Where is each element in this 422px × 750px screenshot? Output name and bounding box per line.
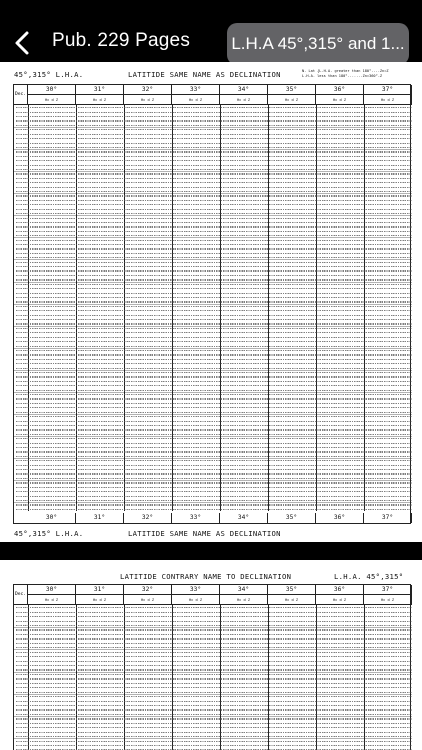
row-group-divider [14,127,412,128]
table-row [16,705,412,706]
table-row [16,222,412,223]
table-row [16,231,412,232]
hc-d-z-subheader: Hc d Z [124,595,172,605]
latitude-label: 32° [124,585,172,595]
table-row [16,745,412,746]
table-row [16,178,412,179]
hc-d-z-subheader: Hc d Z [76,595,124,605]
row-group-divider [14,627,412,628]
hc-d-z-subheader: Hc d Z [172,95,220,105]
table-row [16,107,412,108]
table-row [16,284,412,285]
table-row [16,723,412,724]
row-group-divider [14,259,412,260]
table-row [16,451,412,452]
table-row [16,621,412,622]
hc-d-z-subheader: Hc d Z [220,95,268,105]
table-row [16,385,412,386]
declination-header: Dec. [14,585,28,605]
table-row [16,643,412,644]
footer-lha-label: 45°,315° L.H.A. [14,529,84,538]
table-row [16,381,412,382]
table-body-contrary [14,605,412,750]
latitude-label: 32° [124,85,172,95]
latitude-label: 30° [28,585,76,595]
table-row [16,173,412,174]
table-row [16,319,412,320]
row-group-divider [14,458,412,459]
table-row [16,692,412,693]
latitude-footer-label: 32° [124,513,172,523]
table-row [16,478,412,479]
lha-header: 45°,315° L.H.A. [14,70,84,79]
table-row [16,270,412,271]
latitude-label: 33° [172,85,220,95]
table-row [16,736,412,737]
table-row [16,696,412,697]
latitude-label: 30° [28,85,76,95]
row-group-divider [14,502,412,503]
latitude-label: 37° [364,85,412,95]
table-row [16,191,412,192]
table-row [16,306,412,307]
table-row [16,709,412,710]
table-row [16,447,412,448]
table-row [16,425,412,426]
table-row [16,372,412,373]
hc-d-z-subheader: Hc d Z [124,95,172,105]
page-title-contrary: LATITIDE CONTRARY NAME TO DECLINATION [120,572,292,581]
latitude-footer-label: 35° [268,513,316,523]
table-row [16,218,412,219]
latitude-footer-label: 31° [76,513,124,523]
latitude-footer-label: 37° [364,513,412,523]
sight-reduction-table [13,84,411,524]
column-divider [316,105,317,511]
lha-header-contrary: L.H.A. 45°,315° [334,572,404,581]
table-row [16,323,412,324]
table-row [16,647,412,648]
latitude-label: 31° [76,85,124,95]
latitude-column-header [28,585,76,605]
table-row [16,328,412,329]
latitude-label: 35° [268,85,316,95]
table-row [16,235,412,236]
row-group-divider [14,672,412,673]
table-row [16,156,412,157]
table-row [16,315,412,316]
table-row [16,607,412,608]
table-body [14,105,412,511]
latitude-column-header [28,85,76,105]
latitude-column-header [268,585,316,605]
nav-title: Pub. 229 Pages [52,30,191,51]
latitude-label: 35° [268,585,316,595]
table-row [16,350,412,351]
row-group-divider [14,149,412,150]
table-row [16,394,412,395]
table-row [16,669,412,670]
hc-d-z-subheader: Hc d Z [316,595,364,605]
row-group-divider [14,716,412,717]
latitude-column-header [76,85,124,105]
table-row [16,456,412,457]
table-row [16,346,412,347]
page-title: LATITIDE SAME NAME AS DECLINATION [128,70,281,79]
table-row [16,460,412,461]
table-row [16,661,412,662]
table-row [16,359,412,360]
hc-d-z-subheader: Hc d Z [172,595,220,605]
table-row [16,665,412,666]
table-row [16,500,412,501]
hc-d-z-subheader: Hc d Z [268,595,316,605]
hc-d-z-subheader: Hc d Z [316,95,364,105]
table-row [16,275,412,276]
hc-d-z-subheader: Hc d Z [364,95,412,105]
footer-spacer [14,513,28,523]
sight-reduction-table-contrary [13,584,411,750]
table-row [16,718,412,719]
table-row [16,398,412,399]
table-row [16,279,412,280]
latitude-label: 33° [172,585,220,595]
row-group-divider [14,282,412,283]
hc-d-z-subheader: Hc d Z [76,95,124,105]
row-group-divider [14,414,412,415]
table-row [16,310,412,311]
table-row [16,125,412,126]
latitude-label: 36° [316,85,364,95]
latitude-column-header [172,585,220,605]
table-row [16,429,412,430]
table-row [16,363,412,364]
row-group-divider [14,348,412,349]
row-group-divider [14,171,412,172]
table-row [16,674,412,675]
table-row [16,407,412,408]
table-row [16,638,412,639]
column-divider [364,105,365,511]
table-row [16,376,412,377]
table-page-contrary-name[interactable] [0,560,422,750]
latitude-label: 31° [76,585,124,595]
table-row [16,701,412,702]
hc-d-z-subheader: Hc d Z [364,595,412,605]
row-group-divider [14,694,412,695]
table-row [16,288,412,289]
zn-rule-line1: N. Lat {L.H.A. greater than 180°....Zn=Z [302,69,389,73]
latitude-column-header [124,85,172,105]
table-row [16,337,412,338]
latitude-label: 34° [220,585,268,595]
table-row [16,727,412,728]
table-row [16,248,412,249]
table-row [16,412,412,413]
column-divider [172,105,173,511]
table-row [16,204,412,205]
latitude-footer-label: 36° [316,513,364,523]
row-group-divider [14,304,412,305]
column-divider [28,105,29,511]
table-row [16,473,412,474]
table-row [16,262,412,263]
table-row [16,116,412,117]
table-row [16,434,412,435]
table-row [16,341,412,342]
table-row [16,147,412,148]
table-row [16,253,412,254]
table-row [16,182,412,183]
table-row [16,390,412,391]
table-row [16,438,412,439]
table-row [16,612,412,613]
row-group-divider [14,738,412,739]
table-row [16,134,412,135]
table-row [16,634,412,635]
latitude-column-header [220,85,268,105]
column-footer-row [14,513,412,523]
latitude-column-header [172,85,220,105]
latitude-label: 34° [220,85,268,95]
zn-rule-line2: L.H.A. less than 180°.......Zn=360°-Z [302,74,383,78]
table-row [16,421,412,422]
table-row [16,714,412,715]
latitude-column-header [316,585,364,605]
table-row [16,213,412,214]
table-row [16,683,412,684]
column-header-row [14,85,412,105]
latitude-label: 37° [364,585,412,595]
column-divider [220,105,221,511]
table-row [16,160,412,161]
row-group-divider [14,392,412,393]
table-row [16,297,412,298]
latitude-footer-label: 33° [172,513,220,523]
table-row [16,257,412,258]
table-row [16,678,412,679]
row-group-divider [14,215,412,216]
table-row [16,368,412,369]
latitude-footer-label: 30° [28,513,76,523]
table-row [16,487,412,488]
row-group-divider [14,649,412,650]
declination-header: Dec. [14,85,28,105]
row-group-divider [14,193,412,194]
table-row [16,443,412,444]
table-row [16,200,412,201]
table-row [16,504,412,505]
column-divider [124,105,125,511]
column-divider [268,105,269,511]
table-row [16,509,412,510]
table-row [16,616,412,617]
table-row [16,687,412,688]
table-row [16,491,412,492]
row-group-divider [14,237,412,238]
row-group-divider [14,436,412,437]
hc-d-z-subheader: Hc d Z [220,595,268,605]
latitude-footer-label: 34° [220,513,268,523]
table-row [16,652,412,653]
row-group-divider [14,480,412,481]
table-row [16,469,412,470]
table-row [16,465,412,466]
table-row [16,482,412,483]
latitude-label: 36° [316,585,364,595]
table-row [16,625,412,626]
table-row [16,187,412,188]
table-row [16,301,412,302]
table-row [16,120,412,121]
table-row [16,266,412,267]
table-row [16,151,412,152]
latitude-column-header [124,585,172,605]
table-row [16,169,412,170]
table-row [16,112,412,113]
hc-d-z-subheader: Hc d Z [28,95,76,105]
table-row [16,138,412,139]
table-row [16,143,412,144]
table-row [16,165,412,166]
table-row [16,226,412,227]
table-row [16,195,412,196]
table-row [16,403,412,404]
latitude-column-header [316,85,364,105]
latitude-column-header [364,85,412,105]
table-row [16,416,412,417]
hc-d-z-subheader: Hc d Z [268,95,316,105]
table-row [16,354,412,355]
latitude-column-header [76,585,124,605]
page-selector-button[interactable]: L.H.A 45°,315° and 1... [227,23,409,65]
table-row [16,741,412,742]
latitude-column-header [364,585,412,605]
back-chevron-icon[interactable] [8,28,38,58]
table-row [16,129,412,130]
footer-title: LATITIDE SAME NAME AS DECLINATION [128,529,281,538]
row-group-divider [14,370,412,371]
table-row [16,496,412,497]
table-page-same-name[interactable] [0,62,422,542]
table-row [16,244,412,245]
table-row [16,629,412,630]
table-row [16,656,412,657]
table-row [16,240,412,241]
table-row [16,293,412,294]
row-group-divider [14,326,412,327]
latitude-column-header [268,85,316,105]
latitude-column-header [220,585,268,605]
table-row [16,732,412,733]
table-row [16,332,412,333]
column-divider [76,105,77,511]
column-header-row-contrary [14,585,412,605]
table-row [16,209,412,210]
hc-d-z-subheader: Hc d Z [28,595,76,605]
